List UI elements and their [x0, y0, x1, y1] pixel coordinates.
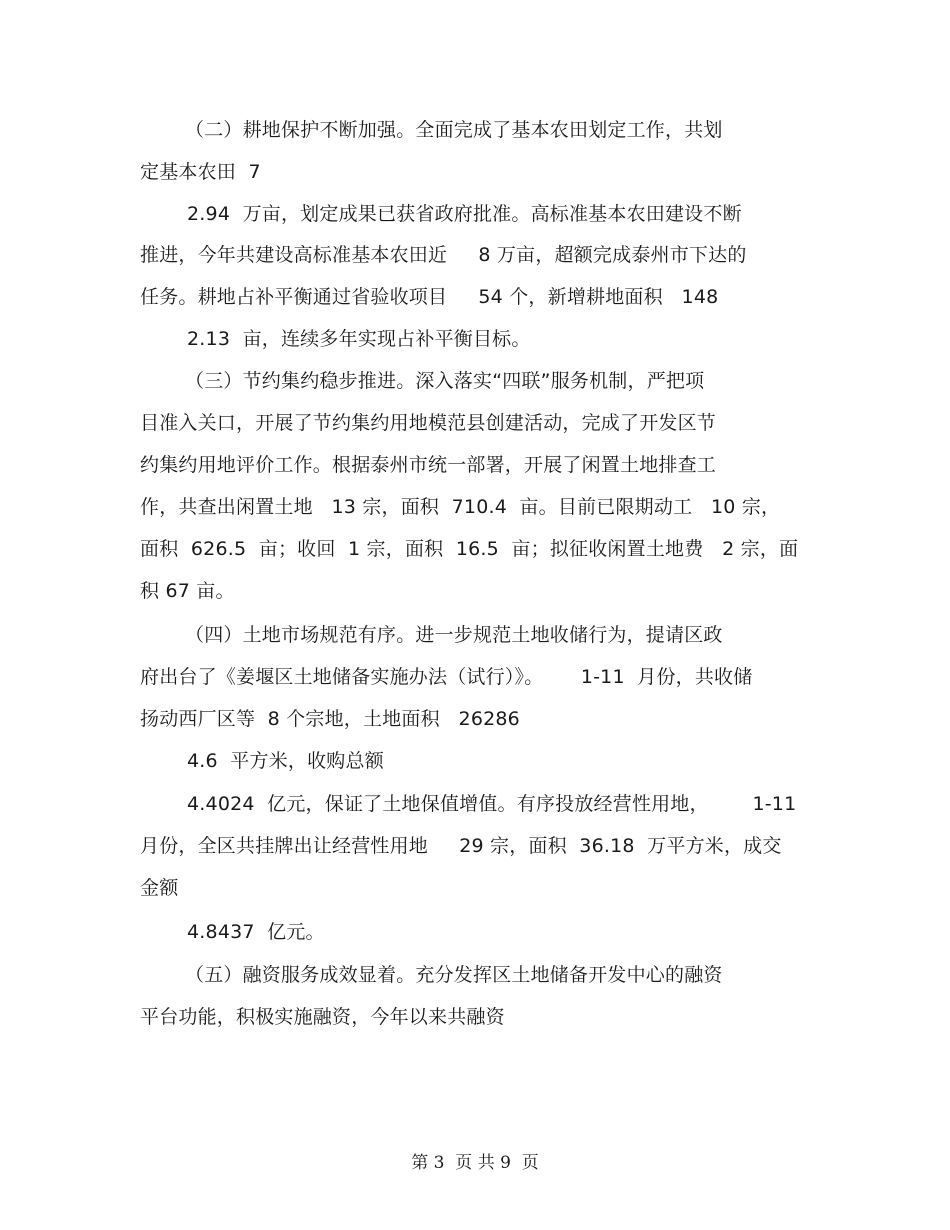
paragraph-line: 府出台了《姜堰区土地储备实施办法（试行）》。 1-11 月份，共收储 — [140, 666, 753, 688]
paragraph-line: 4.4024 亿元，保证了土地保值增值。有序投放经营性用地， 1-11 — [187, 793, 797, 815]
paragraph-line: 约集约用地评价工作。根据泰州市统一部署，开展了闲置土地排查工 — [140, 454, 717, 476]
paragraph-line: （三）节约集约稳步推进。深入落实“四联”服务机制，严把项 — [185, 370, 705, 392]
page-number-footer: 第 3 页 共 9 页 — [411, 1153, 539, 1173]
paragraph-line: 定基本农田 7 — [140, 161, 261, 183]
paragraph-line: 2.94 万亩，划定成果已获省政府批准。高标准基本农田建设不断 — [187, 203, 742, 225]
paragraph-line: 作，共查出闲置土地 13 宗，面积 710.4 亩。目前已限期动工 10 宗， — [140, 496, 781, 518]
paragraph-line: 目准入关口，开展了节约集约用地模范县创建活动，完成了开发区节 — [140, 412, 717, 434]
paragraph-line: （二）耕地保护不断加强。全面完成了基本农田划定工作，共划 — [185, 119, 723, 141]
paragraph-line: 扬动西厂区等 8 个宗地，土地面积 26286 — [140, 708, 520, 730]
paragraph-line: 积 67 亩。 — [140, 580, 235, 602]
paragraph-line: 金额 — [140, 877, 179, 899]
paragraph-line: 面积 626.5 亩；收回 1 宗，面积 16.5 亩；拟征收闲置土地费 2 宗，面 — [140, 538, 799, 560]
paragraph-line: 推进，今年共建设高标准基本农田近 8 万亩，超额完成泰州市下达的 — [140, 244, 747, 266]
paragraph-line: （五）融资服务成效显着。充分发挥区土地储备开发中心的融资 — [185, 964, 723, 986]
paragraph-line: 2.13 亩，连续多年实现占补平衡目标。 — [187, 328, 531, 350]
paragraph-line: （四）土地市场规范有序。进一步规范土地收储行为，提请区政 — [185, 624, 723, 646]
paragraph-line: 平台功能，积极实施融资，今年以来共融资 — [140, 1006, 505, 1028]
paragraph-line: 月份，全区共挂牌出让经营性用地 29 宗，面积 36.18 万平方米，成交 — [140, 835, 782, 857]
paragraph-line: 任务。耕地占补平衡通过省验收项目 54 个，新增耕地面积 148 — [140, 286, 719, 308]
paragraph-line: 4.6 平方米，收购总额 — [187, 750, 384, 772]
paragraph-line: 4.8437 亿元。 — [187, 921, 325, 943]
